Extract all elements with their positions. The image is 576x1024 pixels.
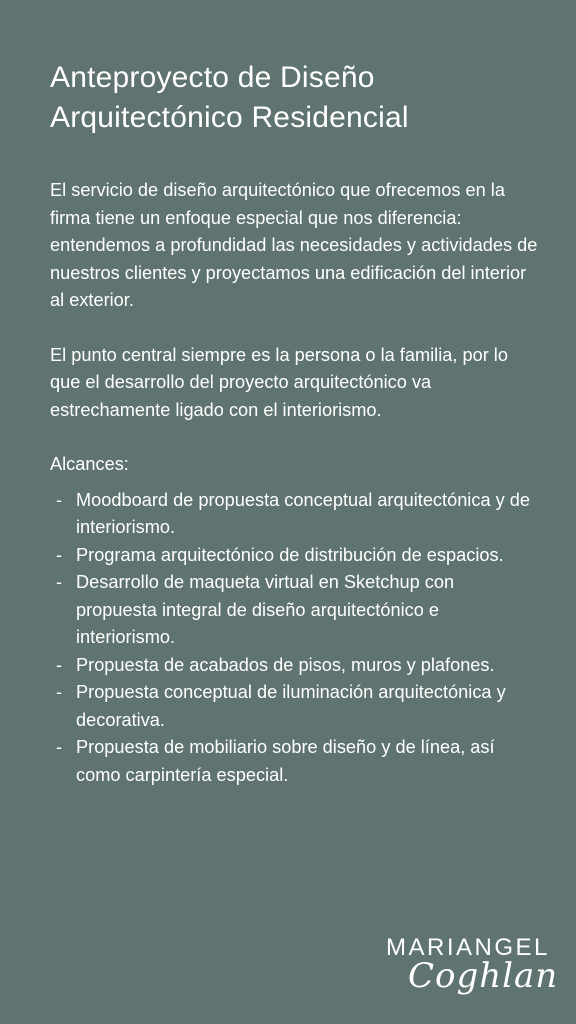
scope-item-text: Propuesta de acabados de pisos, muros y plafones. (76, 654, 495, 675)
bullet-dash: - (56, 654, 63, 675)
page-title (50, 58, 540, 138)
scope-item (50, 679, 540, 734)
scope-item (50, 569, 540, 652)
logo-signature: Coghlan (408, 956, 559, 996)
alcances-heading: Alcances: (50, 454, 129, 474)
intro-paragraph: El servicio de diseño arquitectónico que ofrecemos en la firma tiene un enfoque especial que nos diferencia: entendemos a profundidad las necesidades y actividades de nuestros clientes y proyectamos una edificación del interior al exterior. (50, 180, 538, 310)
scope-item (50, 542, 540, 570)
bullet-dash: - (56, 572, 63, 592)
scope-item-text: Programa arquitectónico de distribución de espacios. (76, 544, 504, 565)
scope-item (50, 734, 540, 789)
scope-item-text: Propuesta de mobiliario sobre diseño y de línea, así como carpintería especial. (76, 737, 495, 785)
brand-logo (386, 934, 559, 1004)
bullet-dash: - (56, 682, 63, 702)
logo-wordmark-top: MARIANGEL (386, 934, 550, 961)
bullet-dash: - (56, 544, 63, 565)
scope-item-text: Moodboard de propuesta conceptual arquitectónica y de interiorismo. (76, 489, 530, 537)
bullet-dash: - (56, 737, 63, 757)
scope-item-text: Desarrollo de maqueta virtual en Sketchup con propuesta integral de diseño arquitectónico e interiorismo. (76, 572, 455, 647)
scope-item (50, 652, 540, 680)
title-line-2: Arquitectónico Residencial (50, 101, 409, 134)
scope-item (50, 487, 540, 542)
title-line-1: Anteproyecto de Diseño (50, 61, 375, 94)
content (50, 58, 540, 789)
focus-paragraph: El punto central siempre es la persona o la familia, por lo que el desarrollo del proyecto arquitectónico va estrechamente ligado con el interiorismo. (50, 344, 508, 420)
bullet-dash: - (56, 489, 63, 510)
scope-list (50, 487, 540, 790)
scope-item-text: Propuesta conceptual de iluminación arquitectónica y decorativa. (76, 682, 506, 730)
